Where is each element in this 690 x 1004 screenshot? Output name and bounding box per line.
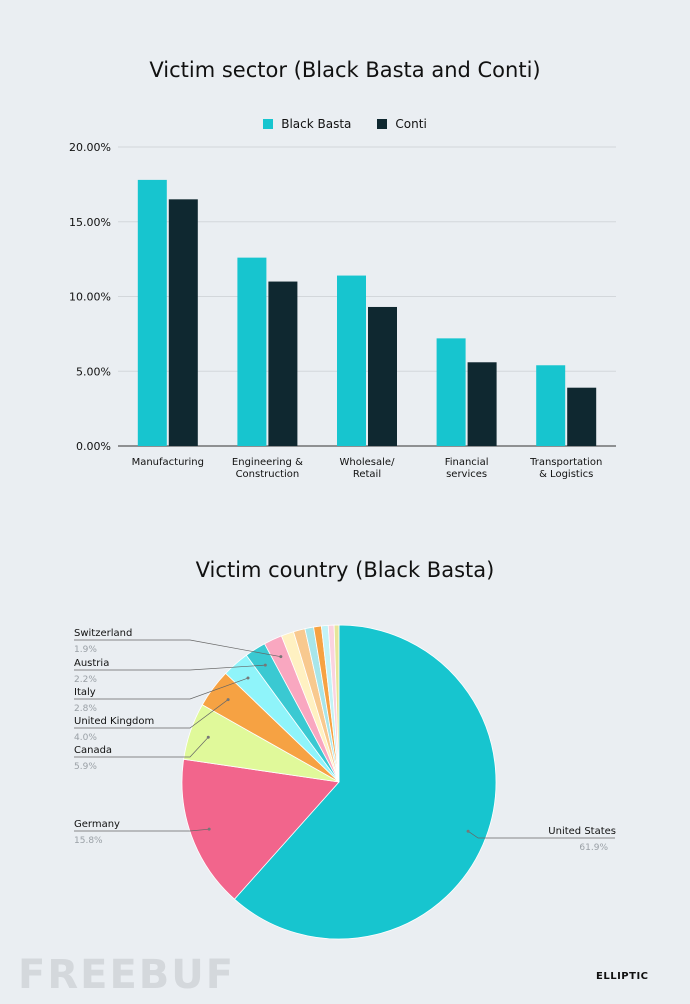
pie-leader-dot [279, 655, 282, 658]
pie-label: Switzerland [74, 628, 133, 639]
y-tick-label: 0.00% [76, 440, 111, 453]
x-tick-label: services [446, 469, 488, 480]
pie-value-label: 5.9% [74, 762, 97, 772]
pie-leader-dot [247, 677, 250, 680]
bar-black-basta [237, 258, 266, 446]
pie-label: Austria [74, 658, 110, 669]
pie-leader-dot [207, 736, 210, 739]
pie-value-label: 2.8% [74, 704, 97, 714]
pie-chart-title: Victim country (Black Basta) [195, 558, 495, 582]
bar-black-basta [337, 276, 366, 446]
pie-value-label: 4.0% [74, 733, 97, 743]
pie-leader-dot [227, 698, 230, 701]
y-tick-label: 20.00% [69, 141, 111, 154]
x-tick-label: Wholesale/ [339, 457, 395, 468]
bar-black-basta [536, 365, 565, 446]
pie-label: United Kingdom [74, 716, 155, 727]
x-tick-label: Retail [352, 469, 382, 480]
bar-black-basta [138, 180, 167, 446]
pie-label: Germany [74, 819, 120, 830]
y-tick-label: 10.00% [69, 290, 111, 304]
pie-leader-dot [467, 830, 470, 833]
bar-conti [268, 282, 297, 446]
pie-leader-dot [208, 828, 211, 831]
x-tick-label: Manufacturing [131, 457, 205, 468]
bar-conti [368, 307, 397, 446]
pie-value-label: 61.9% [579, 843, 608, 853]
bar-conti [567, 388, 596, 446]
legend-label-conti: Conti [395, 117, 427, 131]
legend-label-black-basta: Black Basta [281, 117, 352, 131]
bar-conti [468, 362, 497, 446]
pie-value-label: 2.2% [74, 675, 97, 685]
pie-label: Canada [74, 745, 113, 756]
bar-black-basta [437, 338, 466, 446]
pie-value-label: 15.8% [74, 836, 103, 846]
bar-conti [169, 199, 198, 446]
watermark-logo: FREEBUF [18, 952, 236, 998]
bar-chart-title: Victim sector (Black Basta and Conti) [149, 58, 541, 82]
pie-leader-dot [264, 664, 267, 667]
pie-label: Italy [74, 687, 96, 698]
brand-logo: ELLIPTIC [596, 971, 649, 982]
x-tick-label: Financial [444, 457, 489, 468]
pie-value-label: 1.9% [74, 645, 97, 655]
y-tick-label: 5.00% [76, 365, 111, 379]
x-tick-label: Engineering & [231, 457, 303, 468]
x-tick-label: & Logistics [539, 469, 594, 480]
x-tick-label: Transportation [530, 457, 603, 468]
x-tick-label: Construction [235, 469, 300, 480]
pie-label: United States [548, 826, 616, 837]
y-tick-label: 15.00% [69, 215, 111, 229]
